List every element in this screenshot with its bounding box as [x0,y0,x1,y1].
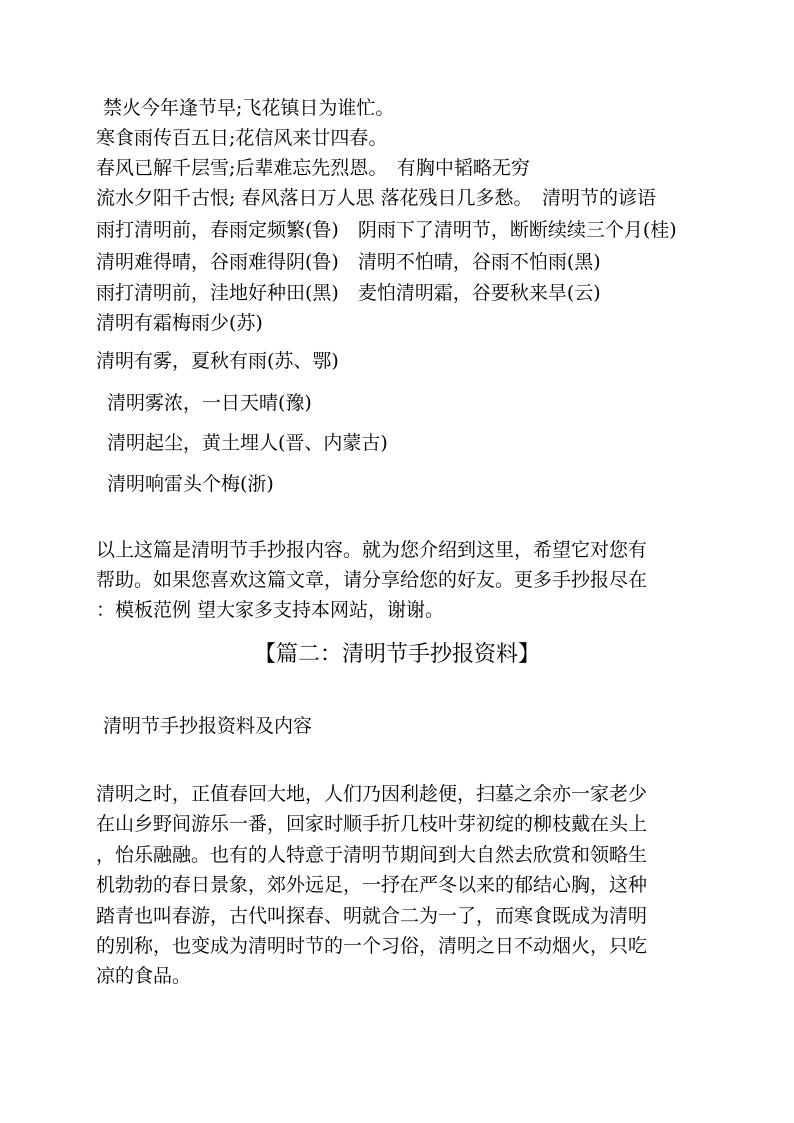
poem-line: 寒食雨传百五日;花信风来廿四春。 [96,127,388,149]
poem-line: 禁火今年逢节早;飞花镇日为谁忙。 [103,97,395,119]
proverb-line: 雨打清明前，洼地好种田(黑) 麦怕清明霜，谷要秋来旱(云) [96,282,601,304]
proverb-line: 雨打清明前，春雨定频繁(鲁) 阴雨下了清明节，断断续续三个月(桂) [96,219,677,241]
body-paragraph-line: 清明之时，正值春回大地，人们乃因利趁便，扫墓之余亦一家老少 [96,783,648,805]
closing-paragraph-line: ：模板范例 望大家多支持本网站，谢谢。 [96,599,445,621]
proverb-line: 清明起尘，黄土埋人(晋、内蒙古) [107,432,388,454]
body-paragraph-line: ，怡乐融融。也有的人特意于清明节期间到大自然去欣赏和领略生 [96,844,648,866]
poem-line: 流水夕阳千古恨; 春风落日万人思 落花残日几多愁。 清明节的谚语 [96,187,656,209]
body-paragraph-line: 凉的食品。 [96,965,192,987]
body-paragraph-line: 踏青也叫春游，古代叫探春、明就合二为一了，而寒食既成为清明 [96,905,648,927]
subheading: 清明节手抄报资料及内容 [103,715,313,737]
closing-paragraph-line: 以上这篇是清明节手抄报内容。就为您介绍到这里，希望它对您有 [96,539,648,561]
proverb-line: 清明雾浓，一日天晴(豫) [107,392,312,414]
body-paragraph-line: 机勃勃的春日景象，郊外远足，一抒在严冬以来的郁结心胸，这种 [96,874,648,896]
proverb-line: 清明有霜梅雨少(苏) [96,312,263,334]
proverb-line: 清明响雷头个梅(浙) [107,473,274,495]
poem-line: 春风已解千层雪;后辈难忘先烈恩。 有胸中韬略无穷 [96,157,530,179]
proverb-line: 清明难得晴，谷雨难得阴(鲁) 清明不怕晴，谷雨不怕雨(黑) [96,251,601,273]
proverb-line: 清明有雾，夏秋有雨(苏、鄂) [96,350,339,372]
body-paragraph-line: 在山乡野间游乐一番，回家时顺手折几枝叶芽初绽的柳枝戴在头上 [96,813,648,835]
section-heading: 【篇二：清明节手抄报资料】 [253,642,540,667]
body-paragraph-line: 的别称，也变成为清明时节的一个习俗，清明之日不动烟火，只吃 [96,935,648,957]
closing-paragraph-line: 帮助。如果您喜欢这篇文章，请分享给您的好友。更多手抄报尽在 [96,569,648,591]
